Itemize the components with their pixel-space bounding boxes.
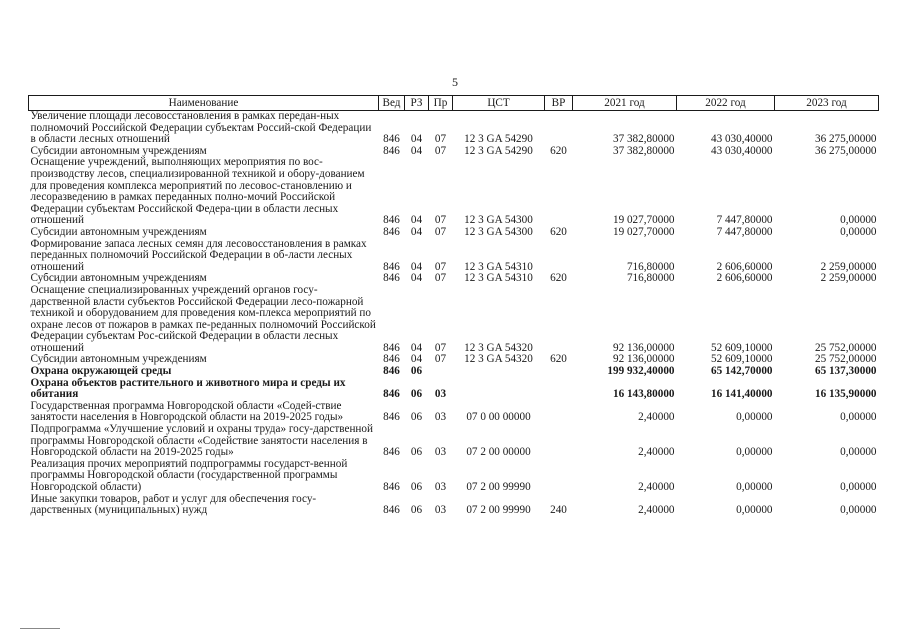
cell-pr: 03 [434,411,447,424]
cell-vr [545,378,573,401]
cell-y2021: 2,40000 [638,411,675,424]
cell-pr [429,366,453,378]
header-2021: 2021 год [573,96,677,111]
cell-vr: 620 [550,226,567,238]
cell-rz: 04 [410,226,423,238]
cell-y2021: 2,40000 [638,446,675,459]
cell-cst: 07 2 00 99990 [466,504,531,517]
cell-y2021: 2,40000 [638,504,675,517]
cell-name: Субсидии автономным учреждениям [30,273,207,285]
table-row [29,459,879,494]
cell-vr: 620 [550,354,567,366]
cell-vr [545,239,573,274]
header-ved: Вед [379,96,405,111]
cell-cst: 12 3 GA 54310 [464,273,533,285]
cell-cst: 12 3 GA 54290 [464,145,533,157]
cell-y2022: 65 142,70000 [710,366,773,378]
cell-rz: 04 [410,145,423,157]
cell-y2023: 0,00000 [840,214,877,227]
table-row [29,273,879,285]
cell-rz: 04 [410,273,423,285]
table-row [29,111,879,146]
cell-rz: 04 [410,354,423,366]
cell-y2023: 0,00000 [840,504,877,517]
cell-vr: 620 [550,145,567,157]
cell-vr: 620 [550,273,567,285]
cell-cst: 12 3 GA 54290 [464,133,533,146]
cell-rz: 06 [410,504,423,517]
table-row [29,285,879,355]
table-row [29,378,879,401]
table-row [29,157,879,227]
cell-vr [545,366,573,378]
cell-pr: 07 [434,226,447,238]
cell-vr [545,401,573,424]
header-2022: 2022 год [677,96,775,111]
cell-rz: 06 [410,481,423,493]
cell-ved: 846 [383,411,400,424]
cell-pr: 03 [434,446,447,459]
cell-vr [545,459,573,494]
header-vr: ВР [545,96,573,111]
cell-y2021: 716,80000 [626,273,675,285]
cell-y2023: 36 275,00000 [814,145,877,157]
cell-pr: 07 [434,214,447,227]
cell-y2021: 37 382,80000 [612,145,675,157]
header-name: Наименование [29,96,379,111]
cell-y2022: 0,00000 [736,481,773,493]
cell-ved: 846 [383,504,400,517]
cell-rz: 04 [410,341,423,354]
cell-cst: 12 3 GA 54310 [464,260,533,273]
cell-name: Подпрограмма «Улучшение условий и охраны труда» госу-дарственной программы Новгородской области «Содействие занятости населения в Новгородской области на 2019-2025 годы» [30,424,373,459]
cell-vr [545,157,573,227]
cell-y2021: 199 932,40000 [607,366,675,378]
cell-y2022: 52 609,10000 [710,341,773,354]
cell-vr [545,285,573,355]
cell-name: Оснащение специализированных учреждений органов госу-дарственной власти субъектов Российской Федерации лесо-пожарной техникой и оборудованием для проведения ком-плекса мероприятий по охране лесов от пожаров в рамках пе-реданных полномочий Российской Федерации субъектам Рос-сийской Федерации в области лесных отношений [30,284,376,354]
cell-ved: 846 [383,214,400,227]
cell-name: Охрана окружающей среды [30,366,172,378]
cell-ved: 846 [383,446,400,459]
cell-y2023: 2 259,00000 [820,273,877,285]
cell-name: Субсидии автономным учреждениям [30,226,207,238]
cell-name: Субсидии автономным учреждениям [30,145,207,157]
page-number: 5 [452,75,458,89]
cell-y2021: 37 382,80000 [612,133,675,146]
cell-pr: 07 [434,354,447,366]
cell-y2022: 0,00000 [736,446,773,459]
cell-vr: 240 [550,504,567,517]
cell-cst: 12 3 GA 54320 [464,354,533,366]
cell-rz: 04 [410,133,423,146]
cell-rz: 06 [410,366,423,378]
cell-y2022: 52 609,10000 [710,354,773,366]
cell-ved: 846 [383,226,400,238]
cell-y2023: 2 259,00000 [820,260,877,273]
cell-vr [545,111,573,146]
cell-y2022: 0,00000 [736,504,773,517]
cell-y2022: 43 030,40000 [710,145,773,157]
cell-y2021: 2,40000 [638,481,675,493]
header-pr: Пр [429,96,453,111]
cell-rz: 04 [410,214,423,227]
cell-pr: 03 [434,388,447,401]
cell-y2023: 0,00000 [840,481,877,493]
cell-rz: 06 [410,446,423,459]
cell-ved: 846 [383,260,400,273]
cell-y2023: 0,00000 [840,411,877,424]
table-row [29,239,879,274]
cell-ved: 846 [383,388,400,401]
table-header-row [29,96,879,111]
cell-y2022: 2 606,60000 [716,273,773,285]
table-row [29,146,879,158]
cell-rz: 04 [410,260,423,273]
cell-ved: 846 [383,273,400,285]
cell-y2023: 16 135,90000 [814,388,877,401]
cell-y2021: 19 027,70000 [612,226,675,238]
header-2023: 2023 год [775,96,879,111]
cell-pr: 07 [434,260,447,273]
cell-ved: 846 [383,145,400,157]
cell-y2021: 716,80000 [626,260,675,273]
cell-cst: 12 3 GA 54300 [464,226,533,238]
cell-y2022: 7 447,80000 [716,214,773,227]
cell-cst: 12 3 GA 54320 [464,341,533,354]
cell-name: Субсидии автономным учреждениям [30,354,207,366]
table-row [29,366,879,378]
cell-cst: 07 2 00 00000 [466,446,531,459]
cell-y2023: 25 752,00000 [814,341,877,354]
cell-cst: 07 0 00 00000 [466,411,531,424]
cell-y2023: 36 275,00000 [814,133,877,146]
cell-name: Оснащение учреждений, выполняющих мероприятия по вос-производству лесов, специализированной техникой и обору-дованием для проведения комплекса мероприятий по лесовос-становлению и лесоразведению в рамках переданных полно-мочий Российской Федерации субъектам Российской Федера-ции в области лесных отношений [30,157,365,227]
cell-pr: 07 [434,341,447,354]
table-row [29,354,879,366]
cell-y2021: 92 136,00000 [612,354,675,366]
budget-table [28,95,879,517]
cell-y2022: 2 606,60000 [716,260,773,273]
cell-y2023: 0,00000 [840,226,877,238]
cell-y2022: 7 447,80000 [716,226,773,238]
cell-name: Формирование запаса лесных семян для лесовосстановления в рамках переданных полномочий Российской Федерации в об-ласти лесных отношений [30,238,367,273]
cell-y2022: 43 030,40000 [710,133,773,146]
cell-y2021: 92 136,00000 [612,341,675,354]
cell-y2021: 16 143,80000 [612,388,675,401]
cell-rz: 06 [410,411,423,424]
cell-pr: 07 [434,133,447,146]
cell-y2023: 0,00000 [840,446,877,459]
table-row [29,401,879,424]
header-rz: РЗ [405,96,429,111]
cell-pr: 03 [434,504,447,517]
cell-cst [453,378,545,401]
cell-pr: 07 [434,273,447,285]
cell-name: Увеличение площади лесовосстановления в рамках передан-ных полномочий Российской Федерации субъектам Россий-ской Федерации в области лесных отношений [30,110,372,146]
cell-vr [545,424,573,459]
cell-name: Охрана объектов растительного и животного мира и среды их обитания [30,377,346,401]
table-row [29,494,879,517]
header-cst: ЦСТ [453,96,545,111]
cell-cst [453,366,545,378]
cell-ved: 846 [383,133,400,146]
table-row [29,227,879,239]
table-row [29,424,879,459]
cell-pr: 03 [434,481,447,493]
footer-rule [20,628,60,629]
cell-pr: 07 [434,145,447,157]
cell-y2023: 65 137,30000 [814,366,877,378]
cell-ved: 846 [383,341,400,354]
cell-rz: 06 [410,388,423,401]
cell-cst: 07 2 00 99990 [466,481,531,493]
cell-name: Иные закупки товаров, работ и услуг для обеспечения госу-дарственных (муниципальных) нужд [30,493,317,517]
cell-cst: 12 3 GA 54300 [464,214,533,227]
cell-y2022: 16 141,40000 [710,388,773,401]
cell-ved: 846 [383,354,400,366]
cell-name: Государственная программа Новгородской области «Содей-ствие занятости населения в Новгородской области на 2019-2025 годы» [30,400,344,424]
cell-name: Реализация прочих мероприятий подпрограммы государст-венной программы Новгородской области (государственной программы Новгородской области) [30,458,348,493]
cell-ved: 846 [383,366,400,378]
cell-ved: 846 [383,481,400,493]
cell-y2021: 19 027,70000 [612,214,675,227]
cell-y2023: 25 752,00000 [814,354,877,366]
cell-y2022: 0,00000 [736,411,773,424]
